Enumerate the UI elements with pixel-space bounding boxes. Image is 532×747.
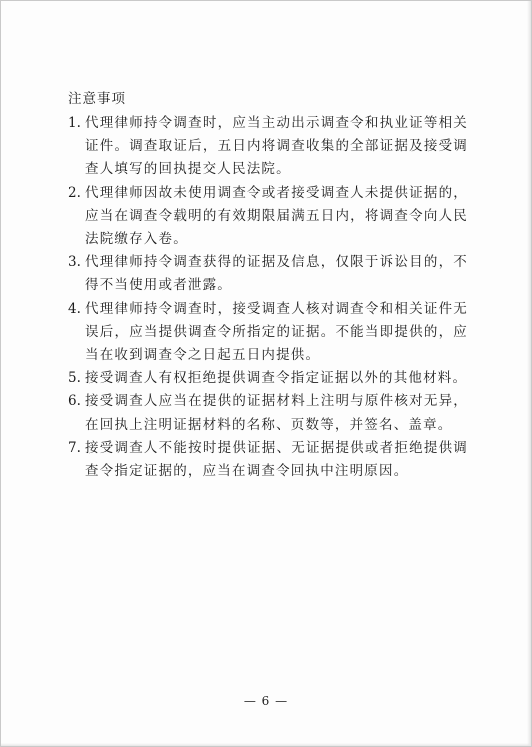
note-text: 接受调查人不能按时提供证据、无证据提供或者拒绝提供调查令指定证据的，应当在调查令回执中注明原因。 [85,439,468,480]
note-text: 代理律师持令调查时，接受调查人核对调查令和相关证件无误后，应当提供调查令所指定的证据。不能当即提供的，应当在收到调查令之日起五日内提供。 [85,300,468,364]
note-item-5 [68,367,468,390]
note-number: 4. [68,300,81,317]
note-item-3 [68,251,468,297]
scan-edge-shadow-bottom [1,743,531,746]
note-text: 接受调查人应当在提供的证据材料上注明与原件核对无异，在回执上注明证据材料的名称、页数等，并签名、盖章。 [85,393,468,433]
note-item-2 [68,182,468,252]
note-text: 代理律师持令调查获得的证据及信息，仅限于诉讼目的，不得不当使用或者泄露。 [85,254,468,294]
note-number: 5. [68,370,81,387]
note-text: 代理律师持令调查时，应当主动出示调查令和执业证等相关证件。调查取证后，五日内将调查收集的全部证据及接受调查人填写的回执提交人民法院。 [85,115,468,178]
note-item-4 [68,298,468,368]
note-number: 6. [68,393,81,410]
note-number: 3. [68,254,81,271]
note-number: 2. [68,184,81,201]
note-number: 7. [68,439,81,456]
notes-list [68,112,468,483]
note-number: 1. [68,115,81,131]
notes-heading: 注意事项 [68,91,126,107]
note-text: 接受调查人有权拒绝提供调查令指定证据以外的其他材料。 [85,370,468,387]
note-item-7 [68,437,468,483]
notes-section [68,89,468,483]
note-text: 代理律师因故未使用调查令或者接受调查人未提供证据的，应当在调查令载明的有效期限届满五日内，将调查令向人民法院缴存入卷。 [85,184,468,248]
note-item-1 [68,112,468,182]
scan-edge-shadow [527,1,531,746]
note-item-6 [68,390,468,436]
page-number: — 6 — [243,694,289,708]
